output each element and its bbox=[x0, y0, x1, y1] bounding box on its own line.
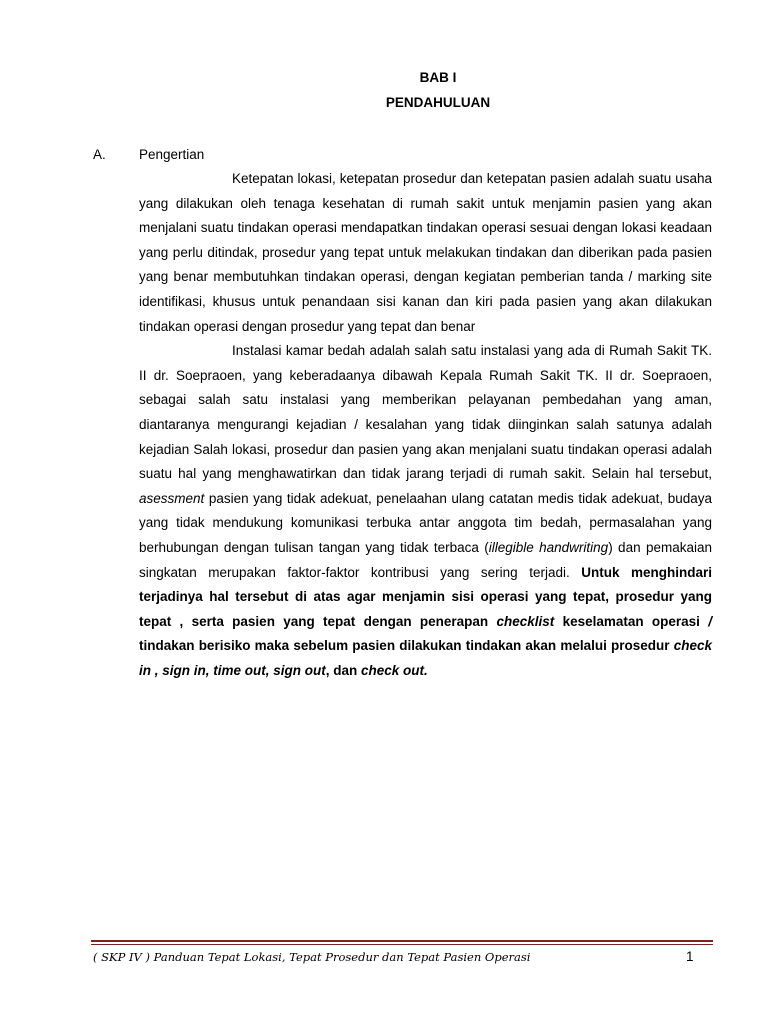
footer-text: ( SKP IV ) Panduan Tepat Lokasi, Tepat Prosedur dan Tepat Pasien Operasi bbox=[93, 950, 531, 964]
footer-rule bbox=[91, 940, 713, 942]
p2-bold-1: Untuk menghindari terjadinya hal tersebut di atas agar menjamin sisi operasi yang tepat, prosedur yang tepat , serta pasien yang tepat dengan penerapan bbox=[139, 564, 712, 629]
p2-text-2: pasien yang tidak adekuat, penelaahan ulang catatan medis tidak adekuat, budaya yang tidak mendukung komunikasi terbuka antar anggota tim bedah, permasalahan yang berhubungan dengan tulisan tangan yang tidak terbaca ( bbox=[139, 490, 712, 555]
p2-bold-3: tindakan berisiko maka sebelum pasien dilakukan tindakan akan melalui prosedur bbox=[139, 638, 674, 654]
paragraph-1: Ketepatan lokasi, ketepatan prosedur dan ketepatan pasien adalah suatu usaha yang dilakukan oleh tenaga kesehatan di rumah sakit untuk menjamin pasien yang akan menjalani suatu tindakan operasi mendapatkan tindakan operasi sesuai dengan lokasi keadaan yang perlu ditindak, prosedur yang tepat untuk melakukan tindakan dan diberikan pada pasien yang benar membutuhkan tindakan operasi, dengan kegiatan pemberian tanda / marking site identifikasi, khusus untuk penandaan sisi kanan dan kiri pada pasien yang akan dilakukan tindakan operasi dengan prosedur yang tepat dan benar bbox=[139, 171, 712, 334]
p2-bold-4: , dan bbox=[325, 662, 362, 678]
page-number: 1 bbox=[686, 949, 694, 964]
p2-assessment: asessment bbox=[139, 490, 205, 506]
p2-slash: / bbox=[708, 613, 712, 629]
section-marker: A. bbox=[93, 147, 106, 162]
p2-checkout: check out. bbox=[361, 662, 428, 678]
p2-checklist: checklist bbox=[496, 613, 555, 629]
paragraph-2 bbox=[139, 339, 712, 683]
p2-text-3: ) dan pemakaian singkatan merupakan faktor-faktor kontribusi yang sering terjadi. bbox=[139, 539, 712, 580]
p2-illegible: illegible handwriting bbox=[488, 539, 609, 555]
section-heading: Pengertian bbox=[139, 147, 205, 162]
body-text bbox=[139, 167, 712, 683]
p2-text-1: Instalasi kamar bedah adalah salah satu instalasi yang ada di Rumah Sakit TK. II dr. Soepraoen, yang keberadaanya dibawah Kepala Rumah Sakit TK. II dr. Soepraoen, sebagai salah satu instalasi yang memberikan pelayanan pembedahan yang aman, diantaranya mengurangi kejadian / kesalahan yang tidak diinginkan salah satunya adalah kejadian Salah lokasi, prosedur dan pasien yang akan menjalani suatu tindakan operasi adalah suatu hal yang menghawatirkan dan tidak jarang terjadi di rumah sakit. Selain hal tersebut, bbox=[139, 343, 712, 482]
p2-bold-2: keselamatan operasi bbox=[554, 613, 709, 629]
chapter-subtitle: PENDAHULUAN bbox=[385, 95, 491, 110]
chapter-title: BAB I bbox=[419, 70, 457, 85]
footer-rule-thin bbox=[91, 944, 713, 945]
p2-checkin: check in , sign in, time out, sign out bbox=[139, 638, 712, 678]
